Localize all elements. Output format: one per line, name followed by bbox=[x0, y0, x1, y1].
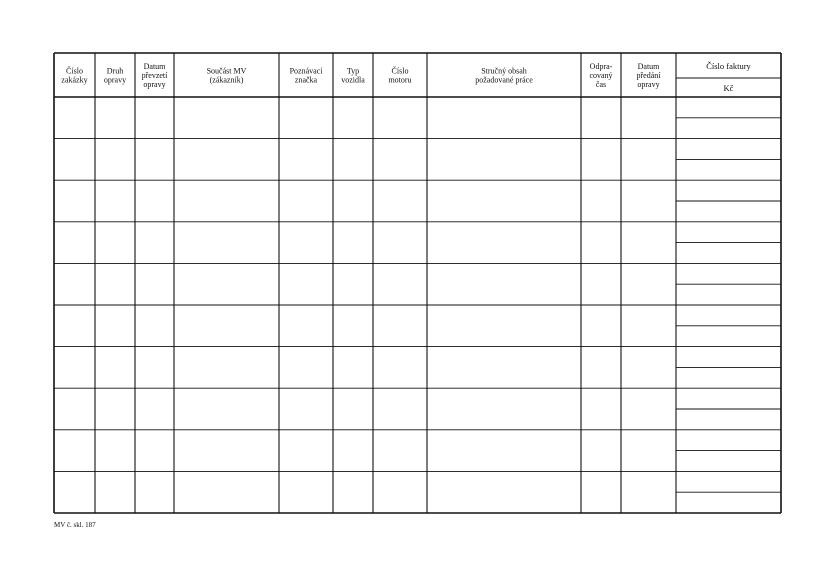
header-strucny_obsah-line: požadované práce bbox=[475, 75, 533, 85]
header-datum_prevzeti-line: Datum bbox=[143, 62, 166, 71]
header-datum_predani-line: předání bbox=[636, 71, 661, 80]
header-cislo_faktury-bottom: Kč bbox=[723, 83, 734, 93]
header-cislo_motoru-line: Číslo bbox=[391, 66, 409, 76]
header-odpracovany_cas-line: čas bbox=[595, 80, 607, 89]
header-datum_predani-line: Datum bbox=[637, 62, 660, 71]
header-typ_vozidla-line: Typ bbox=[346, 66, 360, 76]
header-poznavaci_znacka-line: Poznávací bbox=[289, 66, 323, 76]
header-soucast_mv-line: (zákazník) bbox=[209, 75, 244, 85]
header-typ_vozidla-line: vozidla bbox=[341, 75, 365, 85]
header-datum_prevzeti-line: opravy bbox=[143, 80, 166, 89]
header-cislo_faktury-top: Číslo faktury bbox=[706, 61, 751, 71]
header-soucast_mv-line: Součást MV bbox=[206, 66, 247, 76]
header-datum_prevzeti-line: převzetí bbox=[141, 71, 168, 80]
form-code: MV č. skl. 187 bbox=[54, 521, 96, 529]
header-cislo_zakazky-line: zakázky bbox=[61, 75, 88, 85]
header-cislo_zakazky-line: Číslo bbox=[66, 66, 83, 76]
header-druh_opravy-line: Druh bbox=[106, 66, 124, 76]
header-poznavaci_znacka-line: značka bbox=[294, 75, 318, 85]
header-strucny_obsah-line: Stručný obsah bbox=[481, 66, 527, 76]
header-odpracovany_cas-line: Odpra- bbox=[589, 62, 613, 71]
header-druh_opravy-line: opravy bbox=[103, 75, 127, 85]
header-datum_predani-line: opravy bbox=[637, 80, 660, 89]
header-odpracovany_cas-line: covaný bbox=[589, 71, 613, 80]
header-cislo_motoru-line: motoru bbox=[388, 75, 412, 85]
